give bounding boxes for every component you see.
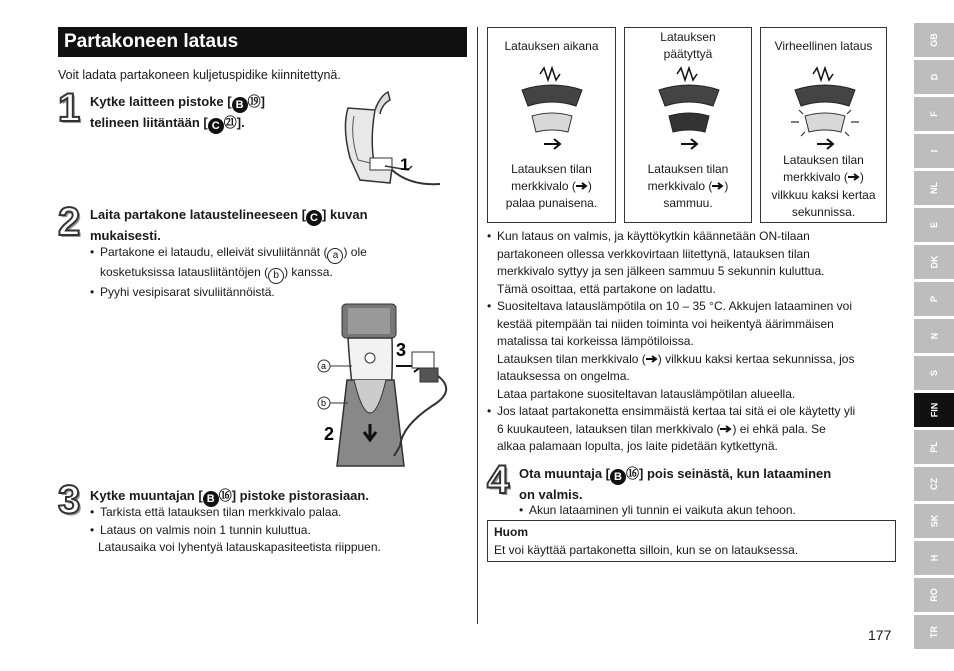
language-tab-label: TR (929, 626, 939, 638)
page-number: 177 (868, 627, 892, 643)
svg-text:a: a (321, 361, 327, 371)
language-tab-label: S (928, 369, 939, 377)
language-tab-label: F (929, 111, 939, 117)
language-tab-d[interactable] (914, 60, 954, 94)
note-title: Huom (494, 525, 528, 539)
language-tab-nl[interactable] (914, 171, 954, 205)
svg-text:2: 2 (324, 424, 335, 444)
step-2-number: 2 (58, 200, 81, 244)
step-4-number: 4 (487, 458, 510, 502)
status-box-charging: Latauksen aikana Latauksen tilan merkkivalo ( ) palaa punaisena. (487, 27, 616, 223)
step-2-bullets: • Partakone ei lataudu, elleivät sivuliitännät ( a ) ole kosketuksissa latausliitäntöjen ( b ) kanssa. • Pyyhi vesipisarat sivuliitännöistä. (90, 244, 420, 302)
svg-text:b: b (321, 398, 327, 408)
language-tab-h[interactable] (914, 541, 954, 575)
language-tab-fin[interactable] (914, 393, 954, 427)
language-tab-label: N (929, 332, 939, 340)
language-tab-p[interactable] (914, 282, 954, 316)
indicator-blinking-illustration (789, 64, 861, 152)
language-tab-label: FIN (929, 402, 939, 418)
step-4-heading: Ota muuntaja [ B ⑯] pois seinästä, kun lataaminen on valmis. (519, 466, 832, 502)
language-tab-f[interactable] (914, 97, 954, 131)
language-tab-ro[interactable] (914, 578, 954, 612)
fig1-label: 1 (400, 155, 410, 174)
language-tab-dk[interactable] (914, 245, 954, 279)
language-tab-label: RO (929, 588, 939, 602)
language-tab-label: DK (929, 255, 939, 269)
language-tab-s[interactable] (914, 356, 954, 390)
step-1-number: 1 (58, 86, 81, 130)
language-tab-e[interactable] (914, 208, 954, 242)
language-tab-gb[interactable] (914, 23, 954, 57)
language-tab-label: PL (928, 441, 939, 453)
language-tab-cz[interactable] (914, 467, 954, 501)
svg-text:3: 3 (396, 340, 407, 360)
language-tab-label: H (929, 554, 939, 562)
charging-stand-illustration (330, 88, 445, 196)
language-tab-label: CZ (929, 478, 939, 490)
step-2-heading: Laita partakone lataustelineeseen [ C ] kuvan mukaisesti. (90, 207, 368, 243)
section-title: Partakoneen lataus (58, 27, 467, 57)
language-tab-tr[interactable] (914, 615, 954, 649)
step-3-number: 3 (58, 478, 81, 522)
intro-text: Voit ladata partakoneen kuljetuspidike kiinnitettynä. (58, 68, 341, 82)
indicator-off-illustration (657, 64, 721, 152)
note-box (487, 520, 896, 562)
note-text: Et voi käyttää partakonetta silloin, kun se on latauksessa. (494, 543, 799, 557)
language-tab-n[interactable] (914, 319, 954, 353)
status-box-complete: Latauksen päätyttyä Latauksen tilan merkkivalo ( ) sammuu. (624, 27, 752, 223)
step-1-heading: Kytke laitteen pistoke [ B ⑲] telineen liitäntään [ C ㉑]. (90, 94, 265, 132)
language-tab-label: I (928, 149, 939, 153)
step-3-heading: Kytke muuntajan [ B ⑯] pistoke pistorasiaan. (90, 488, 369, 505)
charging-info-bullets: • Kun lataus on valmis, ja käyttökytkin käännetään ON-tilaan partakoneen ollessa verkkovirtaan liitettynä, latauksen tilan merkkivalo syttyy ja sen jälkeen sammuu 5 sekunnin kuluttua. Tämä osoittaa, että partakone on ladattu. • Suositeltava latauslämpötila on 10 – 35 °C. Akkujen lataaminen voi kestää pitempään tai niiden toiminta voi heikentyä äärimmäisen matalissa tai korkeissa lämpötiloissa. Latauksen tilan merkkivalo ( ) vilkkuu kaksi kertaa sekunnissa, jos latauksessa on ongelma. Lataa partakone suositeltavan latauslämpötilan alueella. • Jos lataat partakonetta ensimmäistä kertaa tai sitä ei ole käytetty yli 6 kuukauteen, latauksen tilan merkkivalo ( ) ei ehkä pala. Se alkaa palamaan lopulta, jos laite pidetään kytkettynä. (487, 228, 899, 456)
language-tab-label: P (928, 295, 939, 303)
shaver-in-stand-illustration (312, 296, 462, 478)
column-divider (477, 27, 478, 624)
status-box-error: Virheellinen lataus Latauksen tilan merkkivalo ( ) vilkkuu kaksi kertaa sekunnissa. (760, 27, 887, 223)
language-tab-label: SK (928, 514, 939, 528)
language-tab-label: D (929, 73, 939, 81)
indicator-red-illustration (520, 64, 584, 152)
language-tab-sk[interactable] (914, 504, 954, 538)
step-4-bullets: • Akun lataaminen yli tunnin ei vaikuta akun tehoon. (519, 502, 899, 520)
language-tab-label: GB (929, 33, 939, 47)
step-3-bullets: • Tarkista että latauksen tilan merkkivalo palaa. • Lataus on valmis noin 1 tunnin kuluttua. Latausaika voi lyhentyä latauskapasiteetista riippuen. (90, 504, 450, 557)
language-tab-label: E (928, 221, 939, 229)
language-tab-pl[interactable] (914, 430, 954, 464)
language-tab-label: NL (929, 182, 939, 194)
language-tab-i[interactable] (914, 134, 954, 168)
